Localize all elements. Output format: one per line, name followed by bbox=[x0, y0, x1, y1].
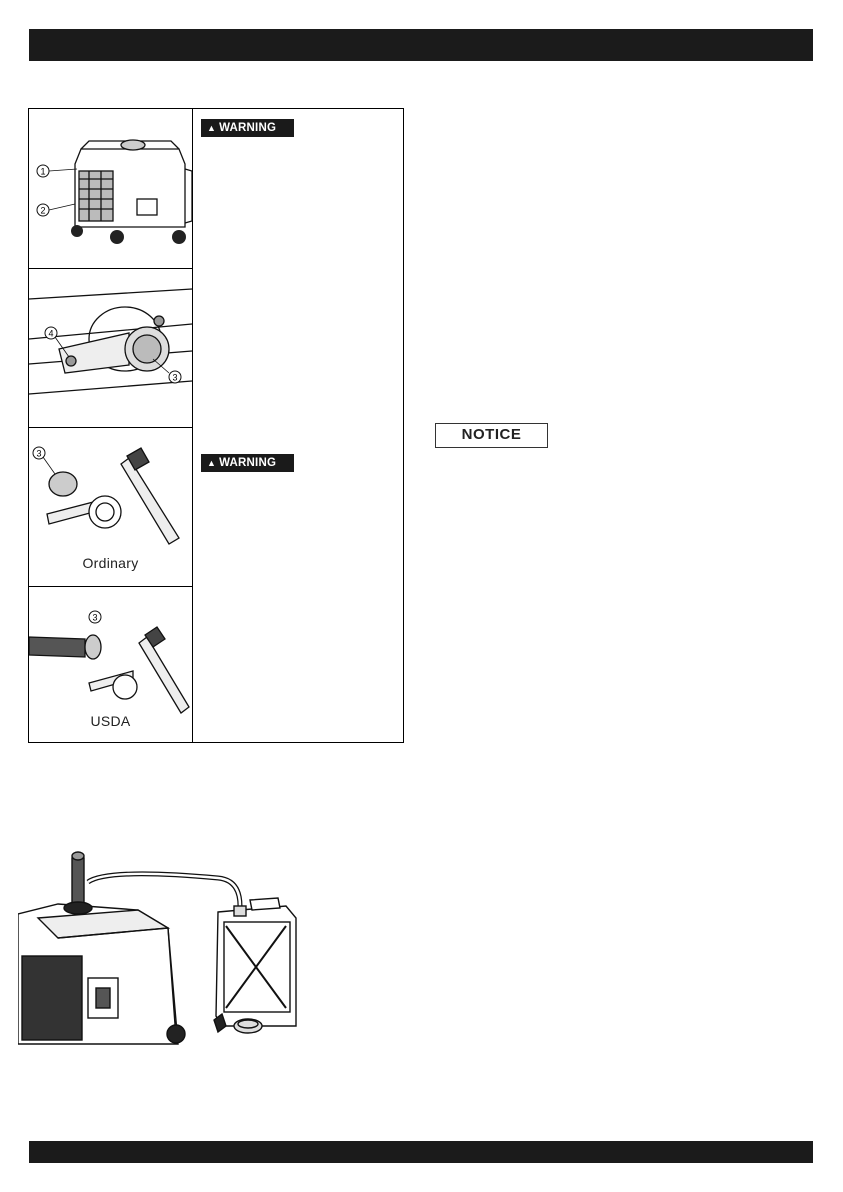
warning-triangle-icon: ▲ bbox=[207, 458, 217, 468]
callout-2: 2 bbox=[40, 205, 46, 216]
table-divider bbox=[192, 109, 193, 742]
header-bar bbox=[29, 29, 813, 61]
spark-arrester-illustration bbox=[29, 269, 192, 428]
ordinary-cleaning-figure bbox=[29, 428, 192, 587]
fuel-drain-illustration bbox=[18, 848, 308, 1048]
spark-arrester-figure bbox=[29, 269, 192, 428]
warning-text-2: WARNING bbox=[219, 457, 277, 469]
usda-cleaning-figure bbox=[29, 587, 192, 743]
warning-triangle-icon: ▲ bbox=[207, 123, 217, 133]
warning-label-1 bbox=[201, 119, 294, 137]
generator-figure bbox=[29, 109, 192, 269]
warning-label-2 bbox=[201, 454, 294, 472]
callout-4: 4 bbox=[48, 328, 54, 339]
ordinary-caption: Ordinary bbox=[82, 555, 139, 571]
maintenance-figure-table bbox=[28, 108, 404, 743]
callout-3-ordinary: 3 bbox=[36, 448, 42, 459]
generator-illustration bbox=[29, 109, 192, 269]
notice-label: NOTICE bbox=[435, 423, 548, 448]
footer-bar bbox=[29, 1141, 813, 1163]
usda-caption: USDA bbox=[90, 713, 131, 729]
warning-text-1: WARNING bbox=[219, 122, 277, 134]
callout-3: 3 bbox=[172, 372, 178, 383]
callout-3-usda: 3 bbox=[92, 612, 98, 623]
callout-1: 1 bbox=[40, 166, 46, 177]
